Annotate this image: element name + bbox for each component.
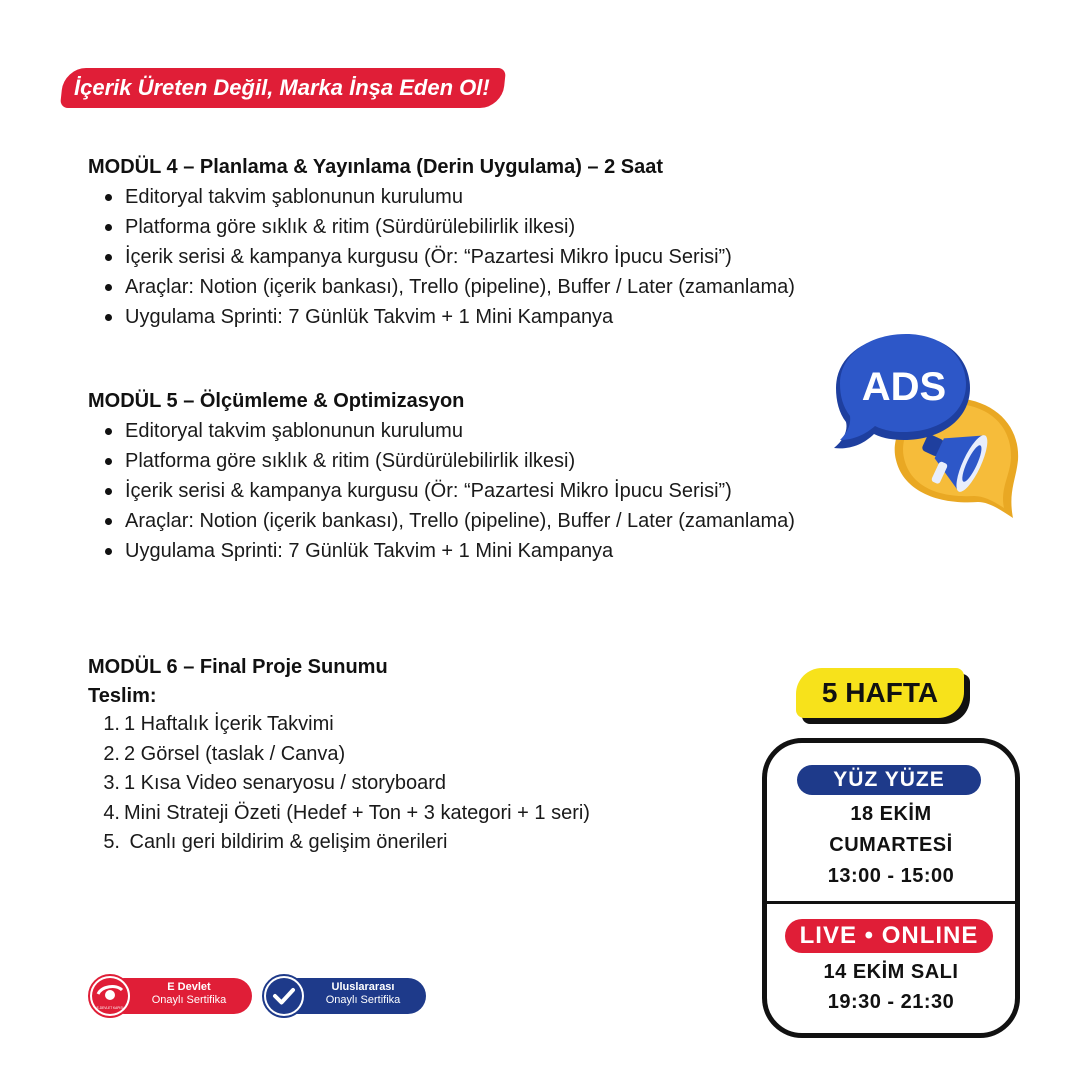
module-6-title: MODÜL 6 – Final Proje Sunumu (88, 656, 388, 678)
in-person-badge: YÜZ YÜZE (797, 765, 981, 795)
online-badge: LIVE • ONLINE (785, 919, 993, 953)
list-number: 1. (103, 713, 120, 735)
online-date: 14 EKİM SALI (823, 961, 959, 983)
list-item: Editoryal takvim şablonunun kurulumu (88, 182, 795, 212)
headline-text: İçerik Üreten Değil, Marka İnşa Eden Ol! (74, 75, 490, 100)
badge-title: Uluslararası (331, 981, 395, 993)
badge-subtitle: Onaylı Sertifika (151, 994, 227, 1006)
list-text: 1 Haftalık İçerik Takvimi (124, 713, 334, 735)
check-circle-icon (262, 974, 306, 1018)
module-4-title: MODÜL 4 – Planlama & Yayınlama (Derin Uygulama) – 2 Saat (88, 156, 664, 178)
list-text: 2 Görsel (taslak / Canva) (124, 742, 346, 765)
headline-banner (60, 68, 506, 108)
list-item (88, 828, 590, 858)
schedule-card (762, 738, 1020, 1038)
list-number: 2. (103, 742, 120, 765)
list-item: İçerik serisi & kampanya kurgusu (Ör: “Pazartesi Mikro İpucu Serisi”) (88, 242, 795, 272)
edevlet-logo-text: E-DEVLET KAPISI (96, 1006, 124, 1010)
schedule-divider (767, 901, 1015, 904)
ads-label: ADS (861, 365, 947, 409)
edevlet-logo-icon (88, 974, 132, 1018)
module-5-title: MODÜL 5 – Ölçümleme & Optimizasyon (88, 390, 465, 412)
module-4 (88, 152, 795, 332)
list-number: 5. (103, 831, 120, 853)
module-4-list (88, 182, 795, 332)
list-number: 3. (103, 772, 120, 794)
list-item: Editoryal takvim şablonunun kurulumu (88, 416, 795, 446)
list-item: Araçlar: Notion (içerik bankası), Trello (pipeline), Buffer / Later (zamanlama) (88, 272, 795, 302)
badge-text (306, 981, 420, 1007)
in-person-date: 18 EKİM (850, 803, 932, 825)
module-5 (88, 386, 795, 566)
in-person-time: 13:00 - 15:00 (827, 865, 955, 887)
duration-badge (796, 668, 970, 724)
list-number: 4. (103, 801, 120, 824)
online-time: 19:30 - 21:30 (827, 991, 955, 1013)
list-item: Platforma göre sıklık & ritim (Sürdürülebilirlik ilkesi) (88, 212, 795, 242)
in-person-day: CUMARTESİ (829, 834, 953, 856)
module-5-list (88, 416, 795, 566)
ads-graphic (828, 330, 1028, 530)
international-certificate-badge (262, 976, 426, 1016)
deliverables-list (88, 710, 590, 858)
list-item (88, 710, 590, 740)
badge-subtitle: Onaylı Sertifika (325, 994, 401, 1006)
list-text: Mini Strateji Özeti (Hedef + Ton + 3 kategori + 1 seri) (124, 801, 590, 824)
list-item: Uygulama Sprinti: 7 Günlük Takvim + 1 Mini Kampanya (88, 302, 795, 332)
badge-title: E Devlet (167, 981, 211, 993)
list-item (88, 769, 590, 799)
check-icon (264, 976, 304, 1016)
list-text: 1 Kısa Video senaryosu / storyboard (124, 772, 447, 794)
module-6 (88, 652, 590, 858)
edevlet-certificate-badge (88, 976, 252, 1016)
deliverables-heading: Teslim: (88, 685, 157, 707)
list-item: İçerik serisi & kampanya kurgusu (Ör: “Pazartesi Mikro İpucu Serisi”) (88, 476, 795, 506)
list-text: Canlı geri bildirim & gelişim önerileri (124, 831, 448, 853)
badge-text (132, 981, 246, 1007)
duration-label: 5 HAFTA (796, 668, 964, 718)
edevlet-logo (90, 976, 130, 1016)
ads-speech-bubbles-icon (828, 330, 1028, 530)
list-item: Platforma göre sıklık & ritim (Sürdürülebilirlik ilkesi) (88, 446, 795, 476)
list-item: Uygulama Sprinti: 7 Günlük Takvim + 1 Mini Kampanya (88, 536, 795, 566)
list-item (88, 799, 590, 829)
list-item: Araçlar: Notion (içerik bankası), Trello (pipeline), Buffer / Later (zamanlama) (88, 506, 795, 536)
list-item (88, 740, 590, 770)
